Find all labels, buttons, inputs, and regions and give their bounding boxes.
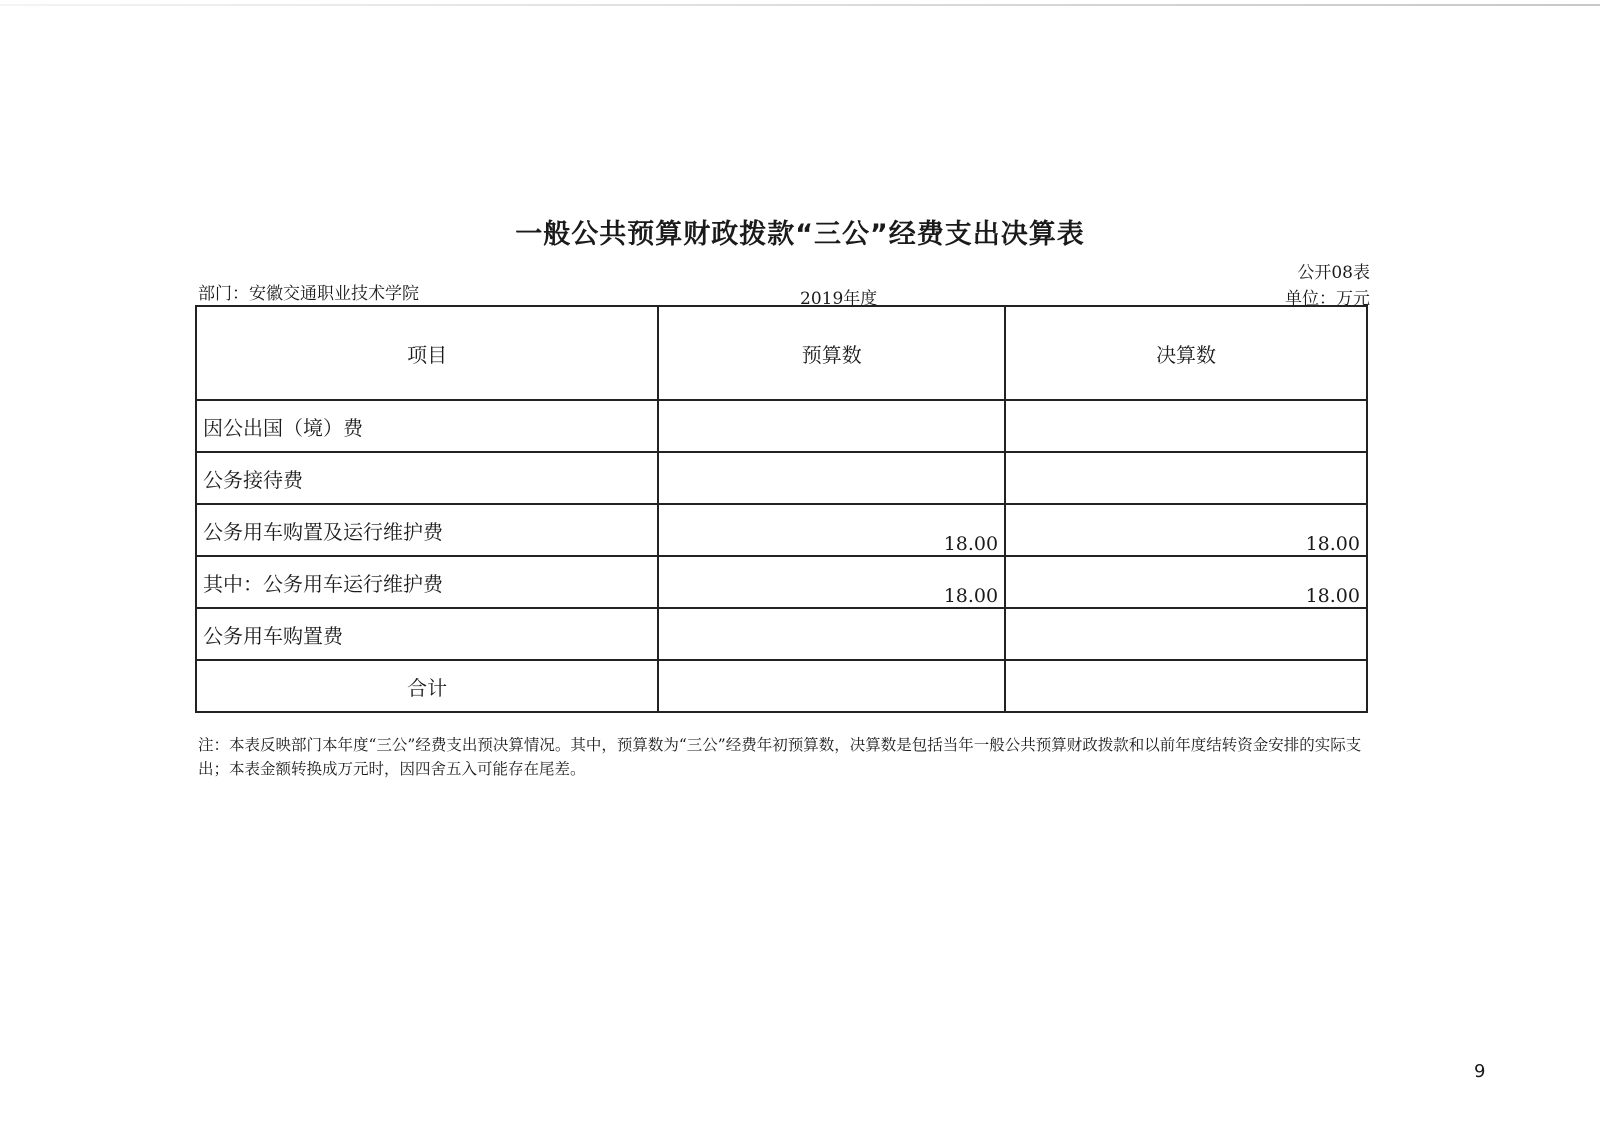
row-final: 18.00 bbox=[1005, 556, 1367, 608]
row-budget: 18.00 bbox=[658, 556, 1005, 608]
scan-top-edge bbox=[0, 4, 1600, 6]
unit-label: 单位：万元 bbox=[1285, 289, 1370, 309]
table-row bbox=[196, 608, 1367, 660]
table-row bbox=[196, 556, 1367, 608]
expenditure-table bbox=[195, 305, 1368, 713]
row-final bbox=[1005, 400, 1367, 452]
table-header-row bbox=[196, 306, 1367, 400]
row-final bbox=[1005, 452, 1367, 504]
row-item: 因公出国（境）费 bbox=[196, 400, 658, 452]
row-final: 18.00 bbox=[1005, 504, 1367, 556]
row-budget: 18.00 bbox=[658, 504, 1005, 556]
table-row bbox=[196, 452, 1367, 504]
fiscal-year-label: 2019年度 bbox=[800, 289, 878, 309]
page-title: 一般公共预算财政拨款“三公”经费支出决算表 bbox=[515, 219, 1085, 250]
row-final bbox=[1005, 608, 1367, 660]
table-row bbox=[196, 400, 1367, 452]
row-item: 公务用车购置及运行维护费 bbox=[196, 504, 658, 556]
footnote: 注：本表反映部门本年度“三公”经费支出预决算情况。其中，预算数为“三公”经费年初预算数，决算数是包括当年一般公共预算财政拨款和以前年度结转资金安排的实际支出；本表金额转换成万元时，因四舍五入可能存在尾差。 bbox=[198, 736, 1362, 778]
row-item: 公务接待费 bbox=[196, 452, 658, 504]
row-item: 公务用车购置费 bbox=[196, 608, 658, 660]
row-budget bbox=[658, 608, 1005, 660]
row-budget bbox=[658, 660, 1005, 712]
row-item: 其中：公务用车运行维护费 bbox=[196, 556, 658, 608]
table-row bbox=[196, 504, 1367, 556]
row-final bbox=[1005, 660, 1367, 712]
row-budget bbox=[658, 452, 1005, 504]
header-final: 决算数 bbox=[1005, 306, 1367, 400]
department-label: 部门：安徽交通职业技术学院 bbox=[198, 284, 419, 304]
table-row-total bbox=[196, 660, 1367, 712]
table-number-label: 公开08表 bbox=[1297, 263, 1370, 283]
header-item: 项目 bbox=[196, 306, 658, 400]
header-budget: 预算数 bbox=[658, 306, 1005, 400]
row-item: 合计 bbox=[196, 660, 658, 712]
row-budget bbox=[658, 400, 1005, 452]
page-number: 9 bbox=[1474, 1061, 1486, 1082]
